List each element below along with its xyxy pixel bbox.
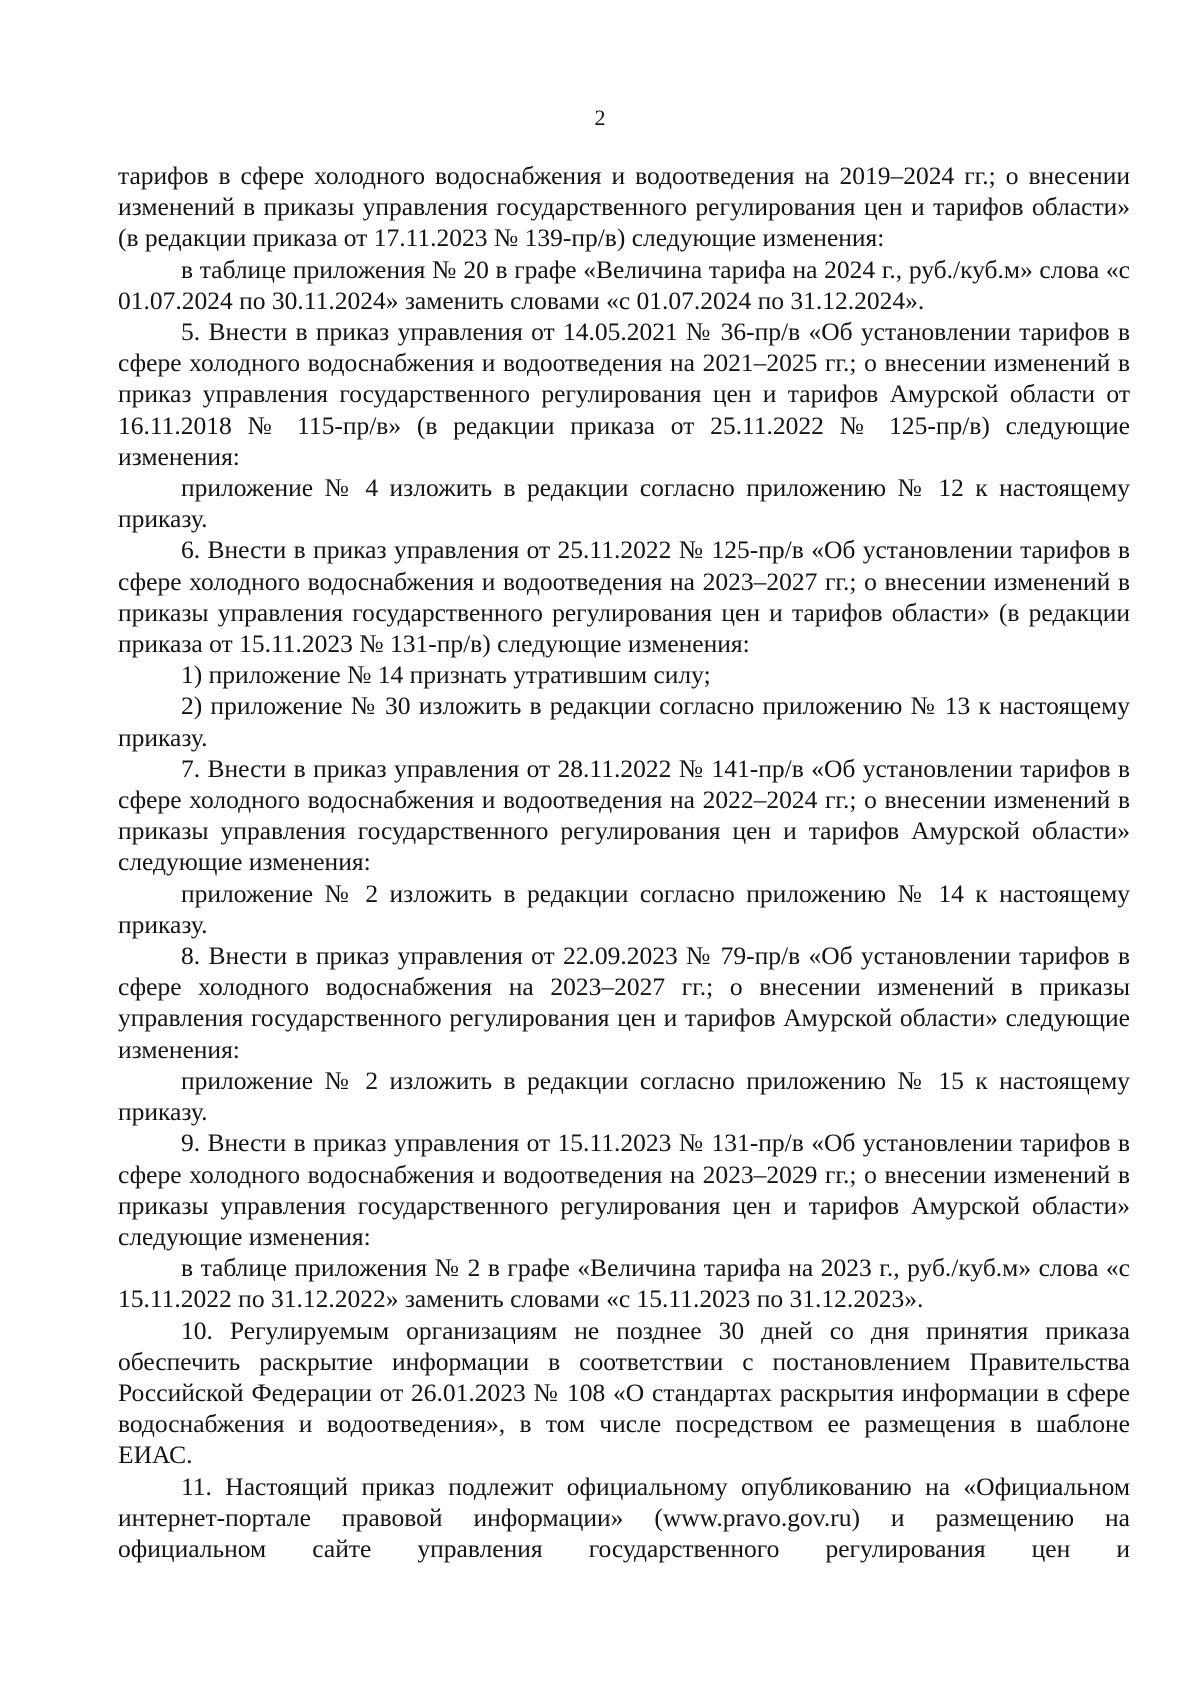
paragraph-item-11: 11. Настоящий приказ подлежит официальному опубликованию на «Официальном интернет-портале правовой информации» (www.pravo.gov.ru) и размещению на официальном сайте управления государственного регулирования цен и <box>118 1471 1130 1563</box>
paragraph-item-9-change: в таблице приложения № 2 в графе «Величина тарифа на 2023 г., руб./куб.м» слова «с 15.11.2022 по 31.12.2022» заменить словами «с 15.11.2023 по 31.12.2023». <box>118 1253 1130 1314</box>
paragraph-item-5: 5. Внести в приказ управления от 14.05.2021 № 36-пр/в «Об установлении тарифов в сфере холодного водоснабжения и водоотведения на 2021–2025 гг.; о внесении изменений в приказ управления государственного регулирования цен и тарифов Амурской области от 16.11.2018 № 115-пр/в» (в редакции приказа от 25.11.2022 № 125-пр/в) следующие изменения: <box>118 317 1130 471</box>
paragraph-item-9: 9. Внести в приказ управления от 15.11.2023 № 131-пр/в «Об установлении тарифов в сфере холодного водоснабжения и водоотведения на 2023–2029 гг.; о внесении изменений в приказы управления государственного регулирования цен и тарифов Амурской области» следующие изменения: <box>118 1128 1130 1251</box>
paragraph-item-6: 6. Внести в приказ управления от 25.11.2022 № 125-пр/в «Об установлении тарифов в сфере холодного водоснабжения и водоотведения на 2023–2027 гг.; о внесении изменений в приказы управления государственного регулирования цен и тарифов области» (в редакции приказа от 15.11.2023 № 131-пр/в) следующие изменения: <box>118 535 1130 659</box>
paragraph-item-10: 10. Регулируемым организациям не позднее 30 дней со дня принятия приказа обеспечить раскрытие информации в соответствии с постановлением Правительства Российской Федерации от 26.01.2023 № 108 «О стандартах раскрытия информации в сфере водоснабжения и водоотведения», в том числе посредством ее размещения в шаблоне ЕИАС. <box>118 1315 1130 1470</box>
paragraph-item-8-change: приложение № 2 изложить в редакции согласно приложению № 15 к настоящему приказу. <box>118 1065 1130 1127</box>
paragraph-item-4-change: в таблице приложения № 20 в графе «Величина тарифа на 2024 г., руб./куб.м» слова «с 01.07.2024 по 30.11.2024» заменить словами «с 01.07.2024 по 31.12.2024». <box>118 254 1130 315</box>
paragraph-item-7: 7. Внести в приказ управления от 28.11.2022 № 141-пр/в «Об установлении тарифов в сфере холодного водоснабжения и водоотведения на 2022–2024 гг.; о внесении изменений в приказы управления государственного регулирования цен и тарифов Амурской области» следующие изменения: <box>118 753 1130 877</box>
paragraph-item-6-sub-1: 1) приложение № 14 признать утратившим силу; <box>181 660 711 690</box>
paragraph-item-7-change: приложение № 2 изложить в редакции согласно приложению № 14 к настоящему приказу. <box>118 878 1130 939</box>
paragraph-item-5-change: приложение № 4 изложить в редакции согласно приложению № 12 к настоящему приказу. <box>118 473 1130 534</box>
paragraph-continuation: тарифов в сфере холодного водоснабжения и водоотведения на 2019–2024 гг.; о внесении изменений в приказы управления государственного регулирования цен и тарифов области» (в редакции приказа от 17.11.2023 № 139-пр/в) следующие изменения: <box>118 161 1130 253</box>
document-body <box>118 160 1130 1564</box>
page-number: 2 <box>594 105 606 130</box>
paragraph-item-6-sub-2: 2) приложение № 30 изложить в редакции согласно приложению № 13 к настоящему приказу. <box>118 691 1130 752</box>
paragraph-item-8: 8. Внести в приказ управления от 22.09.2023 № 79-пр/в «Об установлении тарифов в сфере холодного водоснабжения на 2023–2027 гг.; о внесении изменений в приказы управления государственного регулирования цен и тарифов Амурской области» следующие изменения: <box>118 941 1130 1064</box>
